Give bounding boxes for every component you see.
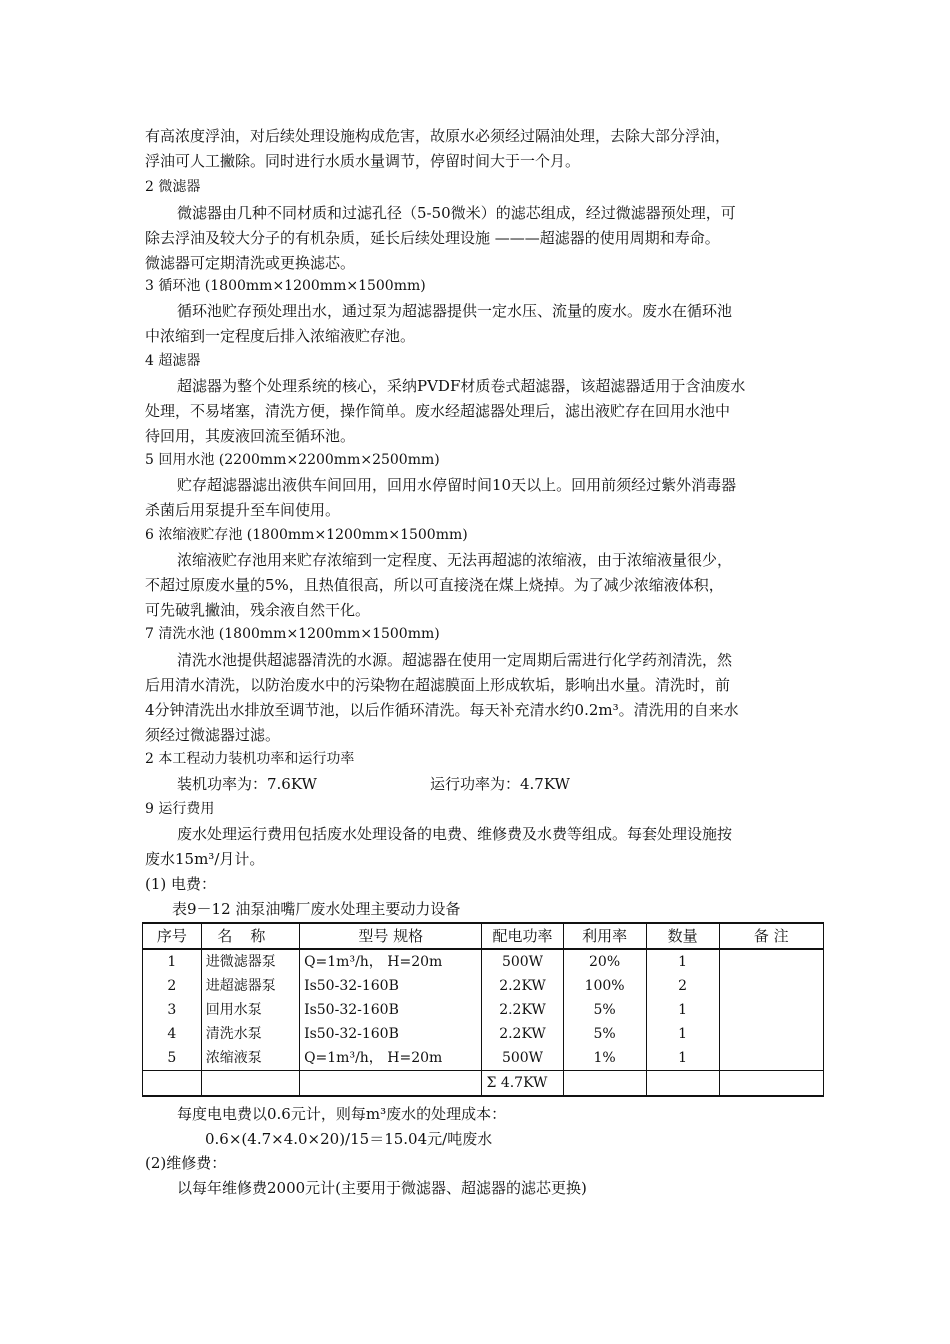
cell-total-power: Σ 4.7KW <box>482 1071 563 1097</box>
running-power: 运行功率为：4.7KW <box>430 775 570 793</box>
cell-power: 500W <box>482 949 563 974</box>
paragraph-line: 微滤器可定期清洗或更换滤芯。 <box>145 254 356 272</box>
paragraph-line: 除去浮油及较大分子的有机杂质，延长后续处理设施 ———超滤器的使用周期和寿命。 <box>145 229 720 247</box>
cell-qty: 1 <box>646 998 719 1022</box>
cell-name: 回用水泵 <box>201 998 299 1022</box>
cell-name: 清洗水泵 <box>201 1022 299 1046</box>
table-row <box>143 1022 824 1046</box>
header-qty: 数量 <box>646 923 719 949</box>
cell-model: Is50-32-160B <box>300 974 482 998</box>
paragraph-line: 废水15m³/月计。 <box>145 850 265 868</box>
cell-empty <box>201 1071 299 1097</box>
equipment-table <box>142 922 824 1097</box>
cell-rate: 20% <box>563 949 646 974</box>
section-heading: 6 浓缩液贮存池 (1800mm×1200mm×1500mm) <box>145 527 468 543</box>
cell-power: 500W <box>482 1046 563 1071</box>
section-heading: 2 本工程动力装机功率和运行功率 <box>145 751 355 767</box>
paragraph-line: 浮油可人工撇除。同时进行水质水量调节，停留时间大于一个月。 <box>145 152 581 170</box>
paragraph-line: 杀菌后用泵提升至车间使用。 <box>145 501 341 519</box>
cell-rate: 5% <box>563 998 646 1022</box>
table-row <box>143 1046 824 1071</box>
paragraph-line: 废水处理运行费用包括废水处理设备的电费、维修费及水费等组成。每套处理设施按 <box>177 825 733 843</box>
section-heading: 4 超滤器 <box>145 353 201 369</box>
header-name <box>201 923 299 949</box>
cell-empty <box>300 1071 482 1097</box>
cell-no: 5 <box>143 1046 202 1071</box>
cell-rate: 1% <box>563 1046 646 1071</box>
cell-empty <box>143 1071 202 1097</box>
cell-remark <box>719 1046 823 1071</box>
header-power: 配电功率 <box>482 923 563 949</box>
cell-rate: 100% <box>563 974 646 998</box>
cell-remark <box>719 949 823 974</box>
cell-rate: 5% <box>563 1022 646 1046</box>
section-heading: 9 运行费用 <box>145 801 215 817</box>
paragraph-line: 每度电电费以0.6元计，则每m³废水的处理成本： <box>177 1105 507 1123</box>
cell-no: 3 <box>143 998 202 1022</box>
section-heading: 3 循环池 (1800mm×1200mm×1500mm) <box>145 278 426 294</box>
formula-line: 0.6×(4.7×4.0×20)/15＝15.04元/吨废水 <box>205 1130 493 1148</box>
header-no: 序号 <box>143 923 202 949</box>
cell-empty <box>719 1071 823 1097</box>
table-header-row <box>143 923 824 949</box>
cell-model: Q=1m³/h， H=20m <box>300 949 482 974</box>
table-row <box>143 998 824 1022</box>
cell-name: 进微滤器泵 <box>201 949 299 974</box>
paragraph-line: 不超过原废水量的5%，且热值很高，所以可直接浇在煤上烧掉。为了减少浓缩液体积， <box>145 576 724 594</box>
paragraph-line: 可先破乳撇油，残余液自然干化。 <box>145 601 371 619</box>
paragraph-line: 清洗水池提供超滤器清洗的水源。超滤器在使用一定周期后需进行化学药剂清洗，然 <box>177 651 733 669</box>
paragraph-line: 浓缩液贮存池用来贮存浓缩到一定程度、无法再超滤的浓缩液，由于浓缩液量很少， <box>177 551 733 569</box>
table-row <box>143 974 824 998</box>
cell-qty: 1 <box>646 949 719 974</box>
section-heading: (2)维修费： <box>145 1154 227 1172</box>
paragraph-line: 以每年维修费2000元计(主要用于微滤器、超滤器的滤芯更换) <box>177 1179 587 1197</box>
section-heading: 5 回用水池 (2200mm×2200mm×2500mm) <box>145 452 440 468</box>
table-caption: 表9－12 油泵油嘴厂废水处理主要动力设备 <box>172 900 461 918</box>
cell-power: 2.2KW <box>482 998 563 1022</box>
paragraph-line: 处理，不易堵塞，清洗方便，操作简单。废水经超滤器处理后，滤出液贮存在回用水池中 <box>145 402 731 420</box>
cell-empty <box>563 1071 646 1097</box>
paragraph-line: (1) 电费： <box>145 875 217 893</box>
cell-remark <box>719 1022 823 1046</box>
cell-model: Is50-32-160B <box>300 998 482 1022</box>
paragraph-line: 4分钟清洗出水排放至调节池，以后作循环清洗。每天补充清水约0.2m³。清洗用的自来水 <box>145 701 739 719</box>
header-remark: 备 注 <box>719 923 823 949</box>
cell-empty <box>646 1071 719 1097</box>
section-heading: 7 清洗水池 (1800mm×1200mm×1500mm) <box>145 626 440 642</box>
installed-power: 装机功率为：7.6KW <box>177 775 317 793</box>
paragraph-line: 有高浓度浮油，对后续处理设施构成危害，故原水必须经过隔油处理，去除大部分浮油， <box>145 127 731 145</box>
paragraph-line: 待回用，其废液回流至循环池。 <box>145 427 356 445</box>
paragraph-line: 超滤器为整个处理系统的核心，采纳PVDF材质卷式超滤器，该超滤器适用于含油废水 <box>177 377 746 395</box>
section-heading: 2 微滤器 <box>145 179 201 195</box>
cell-name: 进超滤器泵 <box>201 974 299 998</box>
paragraph-line: 微滤器由几种不同材质和过滤孔径（5-50微米）的滤芯组成，经过微滤器预处理，可 <box>177 204 736 222</box>
cell-qty: 1 <box>646 1022 719 1046</box>
paragraph-line: 后用清水清洗，以防治废水中的污染物在超滤膜面上形成软垢，影响出水量。清洗时，前 <box>145 676 731 694</box>
cell-remark <box>719 974 823 998</box>
paragraph-line: 贮存超滤器滤出液供车间回用，回用水停留时间10天以上。回用前须经过紫外消毒器 <box>177 476 737 494</box>
cell-remark <box>719 998 823 1022</box>
cell-qty: 1 <box>646 1046 719 1071</box>
cell-no: 4 <box>143 1022 202 1046</box>
header-model-spec: 型号 规格 <box>300 923 482 949</box>
header-name-label: 名称 <box>217 927 284 945</box>
cell-name: 浓缩液泵 <box>201 1046 299 1071</box>
cell-power: 2.2KW <box>482 1022 563 1046</box>
paragraph-line: 循环池贮存预处理出水，通过泵为超滤器提供一定水压、流量的废水。废水在循环池 <box>177 302 733 320</box>
paragraph-line: 须经过微滤器过滤。 <box>145 726 281 744</box>
header-rate: 利用率 <box>563 923 646 949</box>
cell-no: 1 <box>143 949 202 974</box>
cell-model: Is50-32-160B <box>300 1022 482 1046</box>
cell-no: 2 <box>143 974 202 998</box>
cell-qty: 2 <box>646 974 719 998</box>
paragraph-line: 中浓缩到一定程度后排入浓缩液贮存池。 <box>145 327 416 345</box>
table-total-row <box>143 1071 824 1097</box>
cell-power: 2.2KW <box>482 974 563 998</box>
table-row <box>143 949 824 974</box>
cell-model: Q=1m³/h， H=20m <box>300 1046 482 1071</box>
